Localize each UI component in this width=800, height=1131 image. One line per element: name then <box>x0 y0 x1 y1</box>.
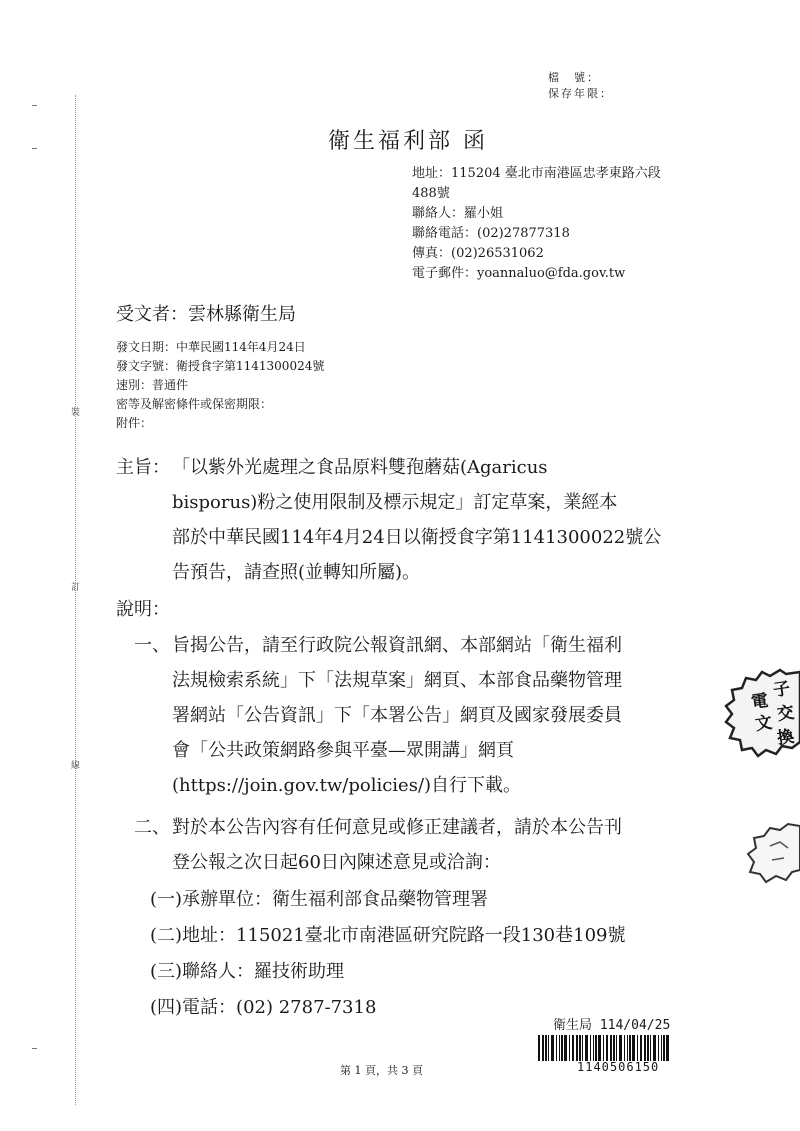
binding-mark-ding: 訂 <box>71 583 81 593</box>
subject-line: 告預告，請查照(並轉知所屬)。 <box>172 562 421 583</box>
barcode-bar <box>572 1035 574 1061</box>
barcode-bar <box>637 1035 638 1061</box>
explanation-line: 署網站「公告資訊」下「本署公告」網頁及國家發展委員 <box>172 705 622 726</box>
explanation-item-number: 二、 <box>134 817 170 838</box>
subject-line: 部於中華民國114年4月24日以衛授食字第1141300022號公 <box>172 527 662 548</box>
margin-tick <box>32 148 37 149</box>
barcode-bar <box>627 1035 628 1061</box>
barcode-bar <box>606 1035 608 1061</box>
barcode-bar <box>598 1035 601 1061</box>
barcode-bar <box>545 1035 547 1061</box>
contact-person: 聯絡人：羅小姐 <box>412 206 504 221</box>
barcode-bar <box>556 1035 557 1061</box>
explanation-line: 會「公共政策網路參與平臺—眾開講」網頁 <box>172 740 514 761</box>
barcode-bar <box>650 1035 651 1061</box>
explanation-subitem: (四)電話：(02) 2787-7318 <box>150 997 377 1018</box>
contact-phone: 聯絡電話：(02)27877318 <box>412 226 570 241</box>
subject-line: bisporus)粉之使用限制及標示規定」訂定草案，業經本 <box>172 492 618 513</box>
document-title: 衛生福利部 函 <box>328 129 488 154</box>
explanation-line: 對於本公告內容有任何意見或修正建議者，請於本公告刊 <box>172 817 622 838</box>
barcode-bar <box>551 1035 554 1061</box>
explanation-line: 登公報之次日起60日內陳述意見或洽詢： <box>172 852 501 873</box>
barcode-bar <box>538 1035 540 1061</box>
barcode-bar <box>579 1035 581 1061</box>
barcode-bar <box>613 1035 615 1061</box>
barcode-bar <box>593 1035 594 1061</box>
margin-tick <box>32 105 37 106</box>
barcode-graphic <box>536 1035 672 1061</box>
explanation-item-number: 一、 <box>134 635 170 656</box>
seal-fragment <box>740 822 800 884</box>
svg-text:文: 文 <box>753 712 774 735</box>
explanation-line: (https://join.gov.tw/policies/)自行下載。 <box>172 775 522 796</box>
barcode-bar <box>590 1035 591 1061</box>
barcode-bar <box>564 1035 567 1061</box>
barcode-bar <box>542 1035 544 1061</box>
receipt-stamp: 衛生局 114/04/25 <box>553 1018 671 1033</box>
issue-date: 發文日期：中華民國114年4月24日 <box>116 340 306 354</box>
contact-address: 地址：115204 臺北市南港區忠孝東路六段 <box>412 166 661 181</box>
binding-mark-xian: 線 <box>71 761 81 771</box>
speed-category: 速別：普通件 <box>116 378 189 392</box>
barcode-bar <box>658 1035 659 1061</box>
recipient: 受文者：雲林縣衛生局 <box>116 304 296 325</box>
barcode-bar <box>569 1035 570 1061</box>
svg-text:交: 交 <box>775 702 796 725</box>
barcode-number: 1140506150 <box>577 1060 660 1074</box>
barcode-bar <box>663 1035 665 1061</box>
barcode <box>536 1035 672 1061</box>
svg-text:子: 子 <box>771 678 792 701</box>
margin-tick <box>32 1048 37 1049</box>
barcode-bar <box>616 1035 617 1061</box>
contact-email: 電子郵件：yoannaluo@fda.gov.tw <box>412 266 626 281</box>
retention-period-label: 保存年限： <box>548 87 613 100</box>
explanation-subitem: (一)承辦單位：衛生福利部食品藥物管理署 <box>150 889 489 910</box>
barcode-bar <box>644 1035 646 1061</box>
explanation-subitem: (二)地址：115021臺北市南港區研究院路一段130巷109號 <box>150 925 626 946</box>
barcode-bar <box>548 1035 549 1061</box>
contact-address-cont: 488號 <box>412 186 450 201</box>
svg-text:換: 換 <box>775 726 796 749</box>
barcode-bar <box>661 1035 662 1061</box>
subject-line: 「以紫外光處理之食品原料雙孢蘑菇(Agaricus <box>172 457 548 478</box>
barcode-bar <box>619 1035 622 1061</box>
contact-fax: 傳真：(02)26531062 <box>412 246 544 261</box>
explanation-line: 旨揭公告，請至行政院公報資訊網、本部網站「衛生福利 <box>172 635 622 656</box>
barcode-bar <box>595 1035 597 1061</box>
svg-text:電: 電 <box>749 690 770 713</box>
barcode-bar <box>610 1035 612 1061</box>
barcode-bar <box>640 1035 642 1061</box>
attachments: 附件： <box>116 416 153 430</box>
document-number: 發文字號：衛授食字第1141300024號 <box>116 359 325 373</box>
electronic-document-seal <box>722 668 800 760</box>
subject-label: 主旨： <box>116 457 170 478</box>
barcode-bar <box>629 1035 631 1061</box>
barcode-bar <box>576 1035 578 1061</box>
barcode-bar <box>603 1035 604 1061</box>
barcode-bar <box>585 1035 588 1061</box>
barcode-bar <box>561 1035 563 1061</box>
page-number: 第 1 頁，共 3 頁 <box>340 1064 423 1077</box>
barcode-bar <box>624 1035 625 1061</box>
explanation-subitem: (三)聯絡人：羅技術助理 <box>150 961 345 982</box>
secrecy-level: 密等及解密條件或保密期限： <box>116 397 273 411</box>
barcode-bar <box>632 1035 635 1061</box>
barcode-bar <box>653 1035 656 1061</box>
barcode-bar <box>647 1035 649 1061</box>
explanation-label: 說明： <box>116 599 170 620</box>
barcode-bar <box>559 1035 560 1061</box>
explanation-line: 法規檢索系統」下「法規草案」網頁、本部食品藥物管理 <box>172 670 622 691</box>
binding-mark-zhuang: 裝 <box>71 408 81 418</box>
barcode-bar <box>666 1035 669 1061</box>
barcode-bar <box>582 1035 583 1061</box>
file-number-label: 檔 號： <box>548 71 600 84</box>
binding-line <box>75 95 76 1105</box>
